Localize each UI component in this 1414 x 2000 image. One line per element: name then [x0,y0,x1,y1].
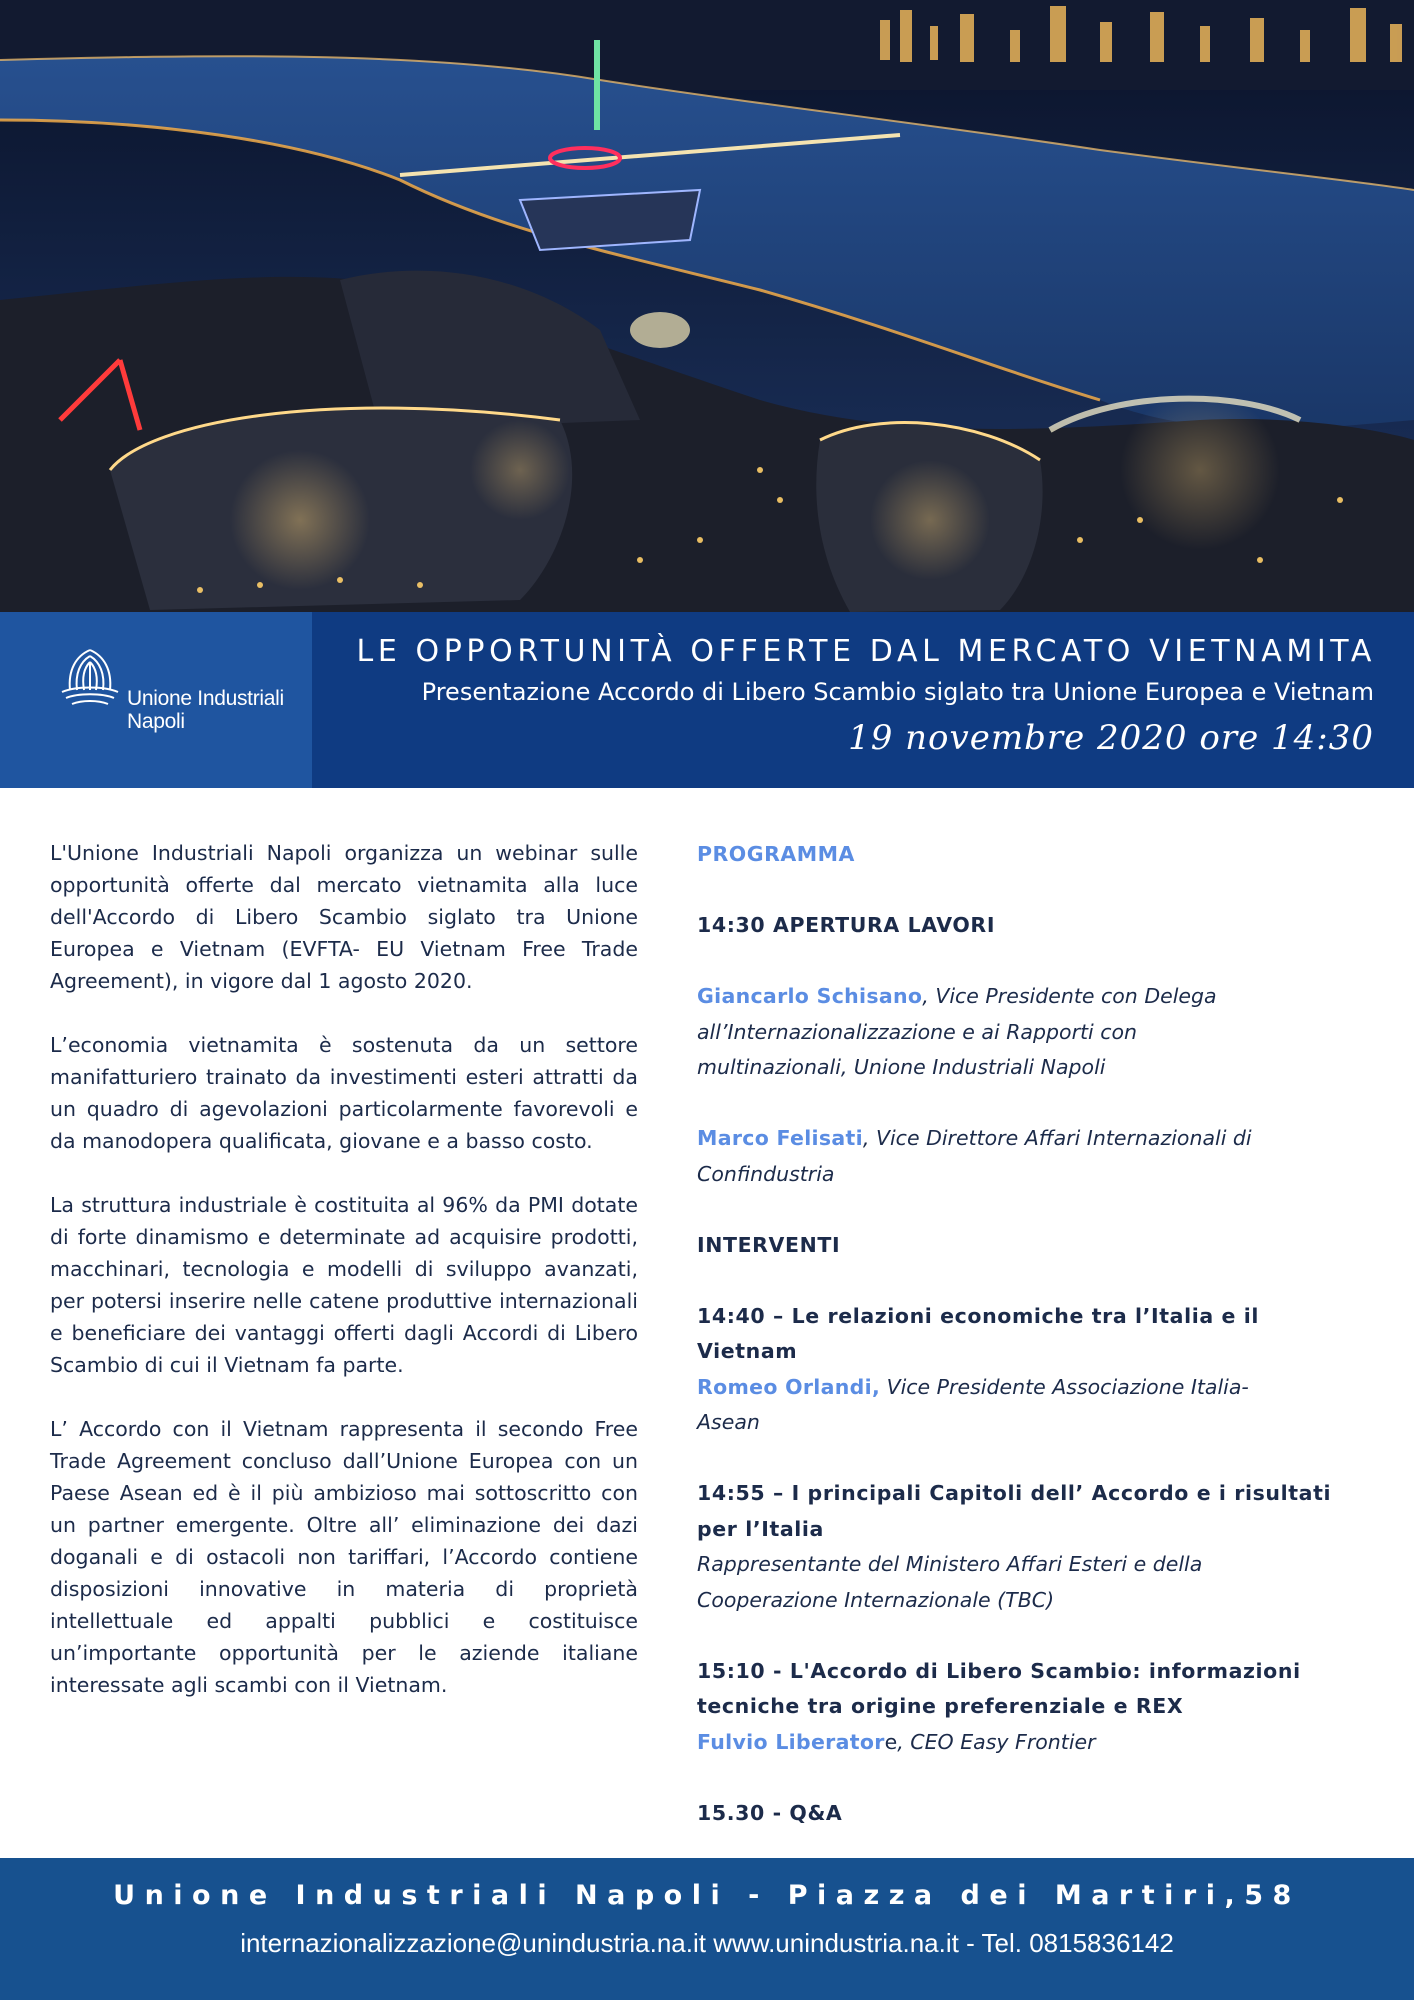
logo-line-1: Unione Industriali [127,687,284,710]
logo-wordmark [127,687,284,733]
banner-title-panel [312,612,1414,788]
program-item-2-role: Rappresentante del Ministero Affari Esteri e della Cooperazione Internazionale (TBC) [697,1552,1203,1612]
program-item-1-speaker: Romeo Orlandi, [697,1374,881,1399]
program-item-1-title: 14:40 – Le relazioni economiche tra l’Italia e il Vietnam [697,1303,1260,1363]
opening-session: 14:30 APERTURA LAVORI [697,913,996,937]
speaker-1-role: , Vice Presidente con Delega all’Internazionalizzazione e ai Rapporti con multinazionali, Unione Industriali Napoli [697,984,1217,1079]
hero-city-photo [0,0,1414,612]
interventi-heading: INTERVENTI [697,1232,841,1257]
hero-illustration [0,0,1414,612]
banner-logo-panel [0,612,312,788]
program-item-3-speaker: Fulvio Liberator [697,1729,885,1754]
program-item-3 [697,1654,1337,1761]
program-item-3-speaker-tail: e [884,1729,898,1754]
unione-industriali-logo-icon [56,646,124,708]
speaker-1-name: Giancarlo Schisano [697,984,923,1008]
program-item-1-role: Vice Presidente Associazione Italia-Asean [697,1374,1249,1434]
footer-contacts[interactable]: internazionalizzazione@unindustria.na.it www.unindustria.na.it - Tel. 0815836142 [240,1928,1174,1958]
program-column [697,837,1357,1867]
speaker-block-2 [697,1121,1277,1192]
speaker-2-role: , Vice Direttore Affari Internazionali di Confindustria [697,1126,1252,1186]
intro-column [50,837,638,1733]
qa-session: 15.30 - Q&A [697,1800,843,1825]
program-item-2-title: 14:55 – I principali Capitoli dell’ Accordo e i risultati per l’Italia [697,1481,1332,1541]
event-subtitle: Presentazione Accordo di Libero Scambio siglato tra Unione Europea e Vietnam [421,678,1374,706]
footer-address: Unione Industriali Napoli - Piazza dei Martiri,58 [113,1880,1301,1911]
program-item-2 [697,1476,1337,1618]
intro-paragraph-1: L'Unione Industriali Napoli organizza un webinar sulle opportunità offerte dal mercato vietnamita alla luce dell'Accordo di Libero Scambio siglato tra Unione Europea e Vietnam (EVFTA- EU Vietnam Free Trade Agreement), in vigore dal 1 agosto 2020. [50,841,638,993]
program-item-3-title: 15:10 - L'Accordo di Libero Scambio: informazioni tecniche tra origine preferenziale e REX [697,1658,1301,1718]
intro-paragraph-2: L’economia vietnamita è sostenuta da un settore manifatturiero trainato da investimenti esteri attratti da un quadro di agevolazioni particolarmente favorevoli e da manodopera qualificata, giovane e a basso costo. [50,1033,638,1153]
intro-paragraph-3: La struttura industriale è costituita al 96% da PMI dotate di forte dinamismo e determinate ad acquisire prodotti, macchinari, tecnologia e modelli di sviluppo avanzati, per potersi inserire nelle catene produttive internazionali e beneficiare dei vantaggi offerti dagli Accordi di Libero Scambio di cui il Vietnam fa parte. [50,1193,638,1377]
intro-paragraph-4: L’ Accordo con il Vietnam rappresenta il secondo Free Trade Agreement concluso dall’Unione Europea con un Paese Asean ed è il più ambizioso mai sottoscritto con un partner emergente. Oltre all’ eliminazione dei dazi doganali e di ostacoli non tariffari, l’Accordo contiene disposizioni innovative in materia di proprietà intellettuale ed appalti pubblici e costituisce un’importante opportunità per le aziende italiane interessate agli scambi con il Vietnam. [50,1417,638,1697]
logo-line-2: Napoli [127,710,185,733]
event-date: 19 novembre 2020 ore 14:30 [848,718,1374,758]
speaker-2-name: Marco Felisati [697,1126,863,1150]
program-item-1 [697,1299,1297,1441]
speaker-block-1 [697,979,1257,1086]
event-title: LE OPPORTUNITÀ OFFERTE DAL MERCATO VIETNAMITA [356,634,1376,669]
program-item-3-role: , CEO Easy Frontier [897,1729,1096,1754]
program-heading: PROGRAMMA [697,842,855,866]
footer [0,1858,1414,2000]
